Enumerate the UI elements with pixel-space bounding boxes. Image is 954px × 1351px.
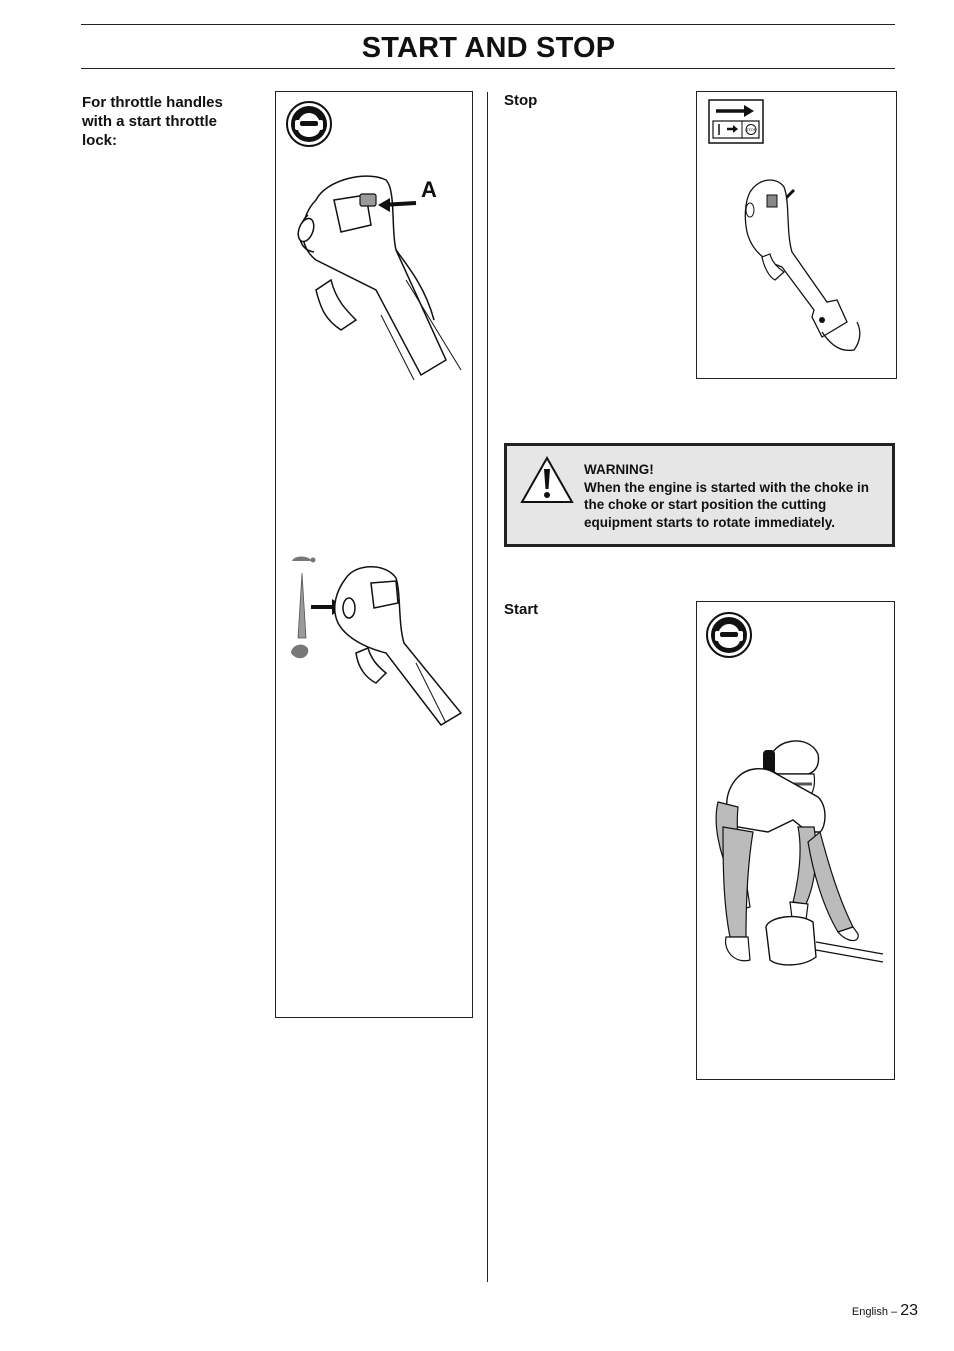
- warning-triangle-icon: [519, 455, 575, 505]
- warning-body: When the engine is started with the choke in the choke or start position the cutting equipment starts to rotate immediately.: [584, 479, 870, 530]
- top-rule: [81, 24, 895, 25]
- start-heading: Start: [504, 601, 539, 618]
- stop-switch-label: STOP: [745, 127, 757, 132]
- stop-handle-drawing: [742, 172, 867, 367]
- ear-eye-protection-icon: [706, 612, 752, 658]
- page-footer: [852, 1302, 918, 1320]
- footer-page-number: 23: [900, 1302, 918, 1319]
- footer-language: English –: [851, 1306, 898, 1318]
- throttle-speed-drawing: [286, 553, 466, 728]
- stop-heading: Stop: [504, 92, 538, 109]
- title-underline: [81, 68, 895, 69]
- warning-title: WARNING!: [584, 462, 654, 477]
- warning-box: [504, 443, 895, 547]
- warning-text: [584, 461, 884, 531]
- stop-switch-icon: [708, 99, 764, 144]
- column-divider: [487, 92, 488, 1282]
- operator-starting-drawing: [708, 732, 888, 972]
- throttle-handle-drawing: [286, 170, 466, 385]
- page-title: START AND STOP: [361, 32, 616, 64]
- ear-eye-protection-icon: [286, 101, 332, 147]
- throttle-lock-heading: For throttle handles with a start throttle lock:: [82, 94, 223, 149]
- label-a: A: [421, 177, 437, 202]
